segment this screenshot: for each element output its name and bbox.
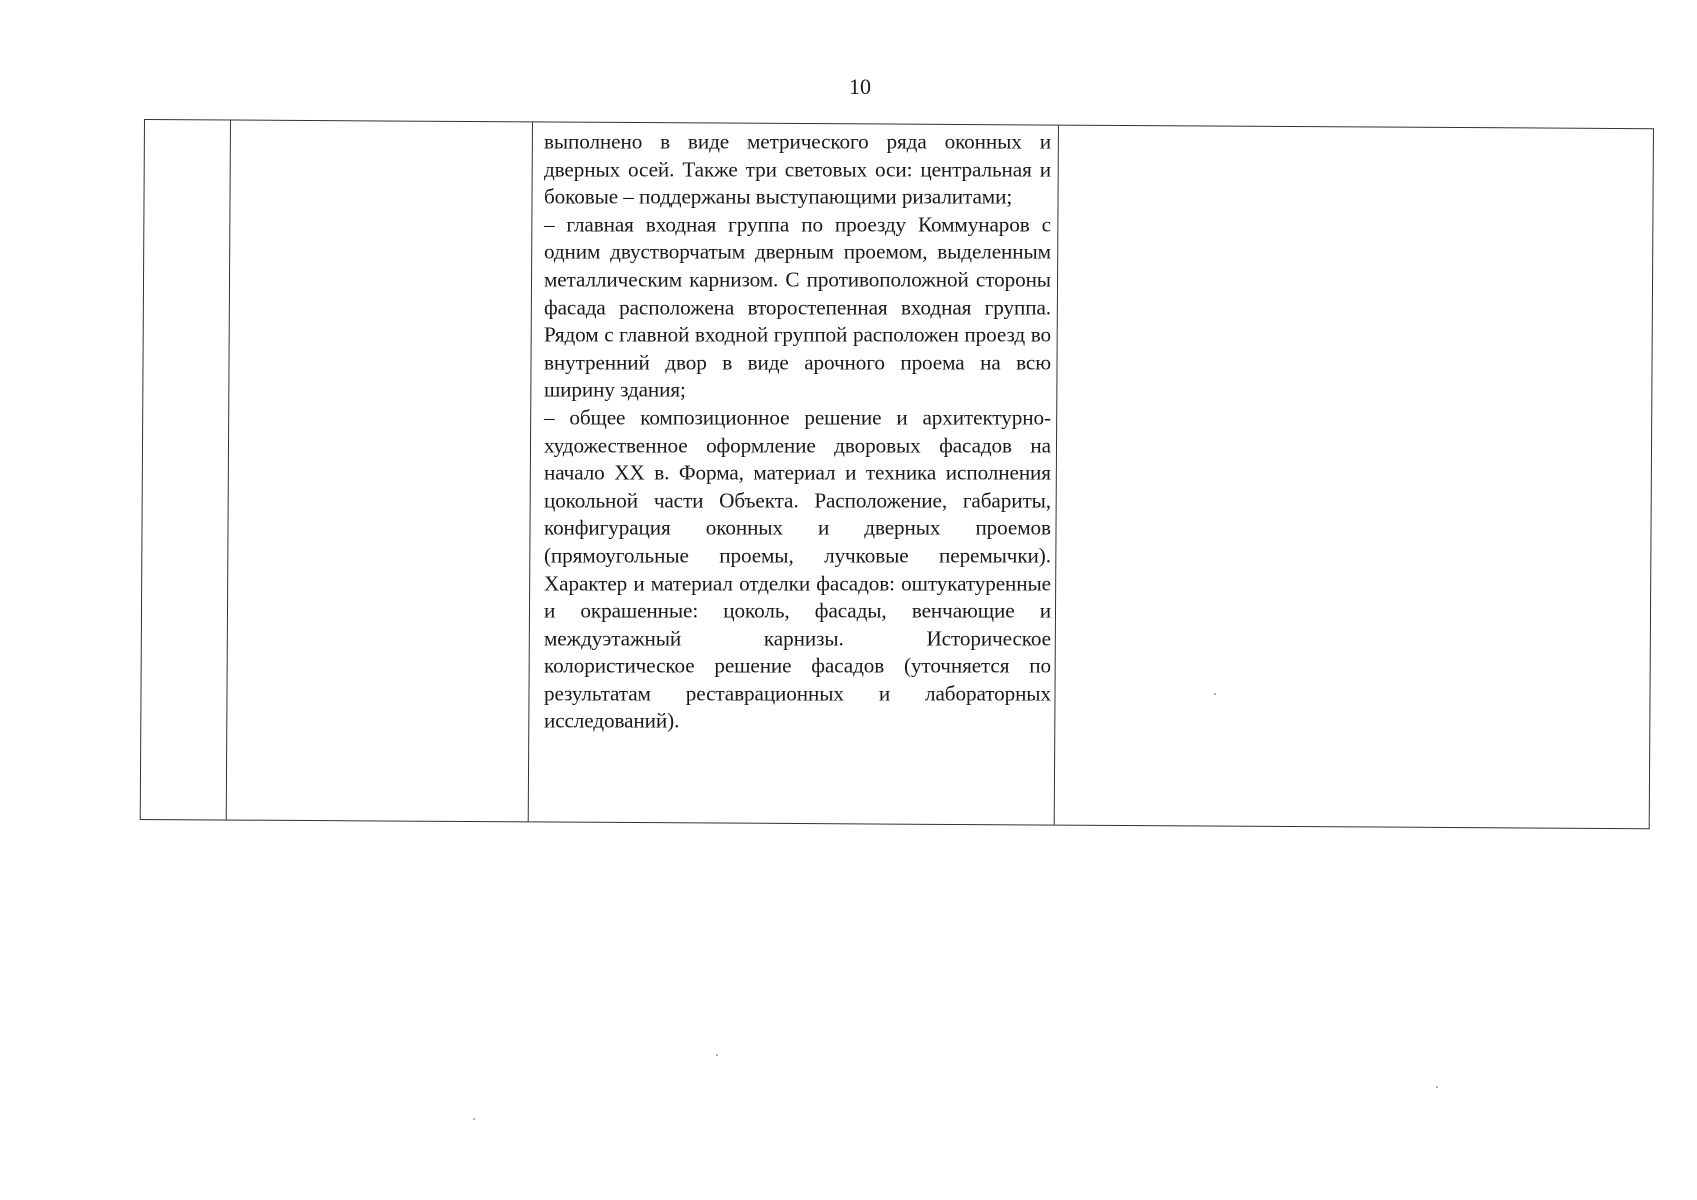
scan-speck <box>716 1054 718 1056</box>
table-cell-description <box>544 128 1051 735</box>
scan-speck <box>473 1118 475 1120</box>
description-paragraph-2: – главная входная группа по проезду Коммунаров с одним двустворчатым дверным проемом, выделенным металлическим карнизом. С противоположной стороны фасада расположена второстепенная входная группа. Рядом с главной входной группой расположен проезд во внутренний двор в виде арочного проема на всю ширину здания; <box>543 212 1051 402</box>
column-divider-2 <box>528 122 533 821</box>
document-table <box>140 119 1654 829</box>
scan-speck <box>1214 693 1216 695</box>
page-number: 10 <box>849 74 871 99</box>
description-paragraph-3: – общее композиционное решение и архитектурно-художественное оформление дворовых фасадов на начало XX в. Форма, материал и техника исполнения цокольной части Объекта. Расположение, габариты, конфигурация оконных и дверных проемов (прямоугольные проемы, лучковые перемычки). Характер и материал отделки фасадов: оштукатуренные и окрашенные: цоколь, фасады, венчающие и междуэтажный карнизы. Историческое колористическое решение фасадов (уточняется по результатам реставрационных и лабораторных исследований). <box>543 405 1051 733</box>
scan-speck <box>1436 1086 1438 1088</box>
column-divider-1 <box>226 121 231 820</box>
description-paragraph-1: выполнено в виде метрического ряда оконных и дверных осей. Также три световых оси: центральная и боковые – поддержаны выступающими ризалитами; <box>543 129 1051 209</box>
column-divider-3 <box>1054 126 1059 825</box>
